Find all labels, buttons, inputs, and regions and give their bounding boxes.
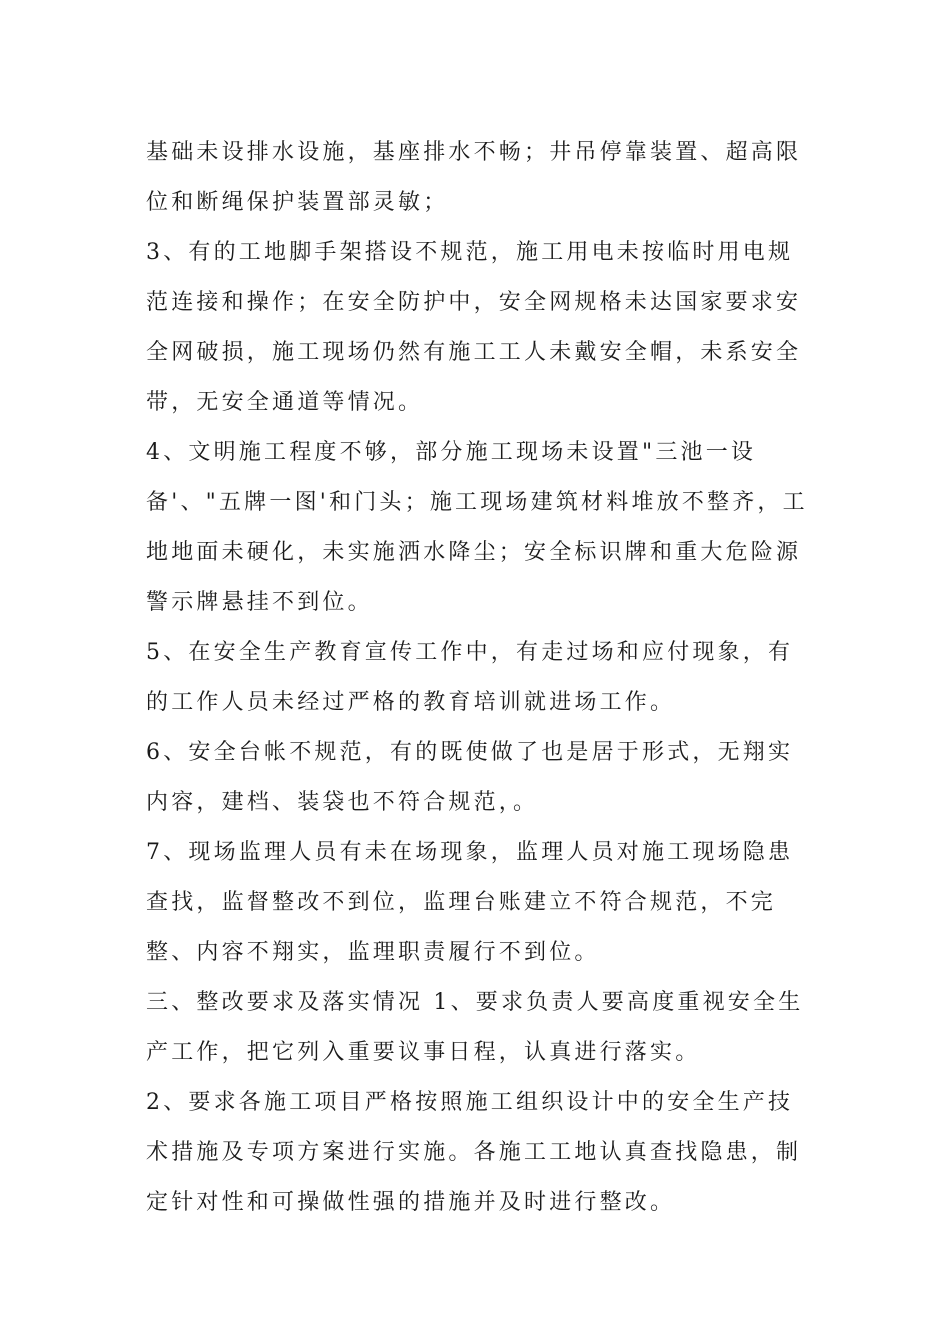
paragraph-item-3: 3、有的工地脚手架搭设不规范，施工用电未按临时用电规范连接和操作；在安全防护中，安全网规格未达国家要求安全网破损，施工现场仍然有施工工人未戴安全帽，未系安全带，无安全通道等情况。 [146,240,802,415]
paragraph-requirement-2: 2、要求各施工项目严格按照施工组织设计中的安全生产技术措施及专项方案进行实施。各施工工地认真查找隐患，制定针对性和可操做性强的措施并及时进行整改。 [146,1090,802,1215]
paragraph-section-3: 三、整改要求及落实情况 1、要求负责人要高度重视安全生产工作，把它列入重要议事日程，认真进行落实。 [146,990,804,1065]
paragraph-item-5: 5、在安全生产教育宣传工作中，有走过场和应付现象，有的工作人员未经过严格的教育培训就进场工作。 [146,640,794,715]
paragraph-item-4: 4、文明施工程度不够，部分施工现场未设置"三池一设备'、"五牌一图'和门头；施工现场建筑材料堆放不整齐，工地地面未硬化，未实施洒水降尘；安全标识牌和重大危险源警示牌悬挂不到位。 [146,440,808,615]
paragraph-item-6: 6、安全台帐不规范，有的既使做了也是居于形式，无翔实内容，建档、装袋也不符合规范，。 [146,740,794,815]
paragraph-continuation: 基础未设排水设施，基座排水不畅；井吊停靠装置、超高限位和断绳保护装置部灵敏； [146,140,802,215]
document-body [146,128,810,1228]
paragraph-item-7: 7、现场监理人员有未在场现象，监理人员对施工现场隐患查找，监督整改不到位，监理台账建立不符合规范，不完整、内容不翔实，监理职责履行不到位。 [146,840,794,965]
